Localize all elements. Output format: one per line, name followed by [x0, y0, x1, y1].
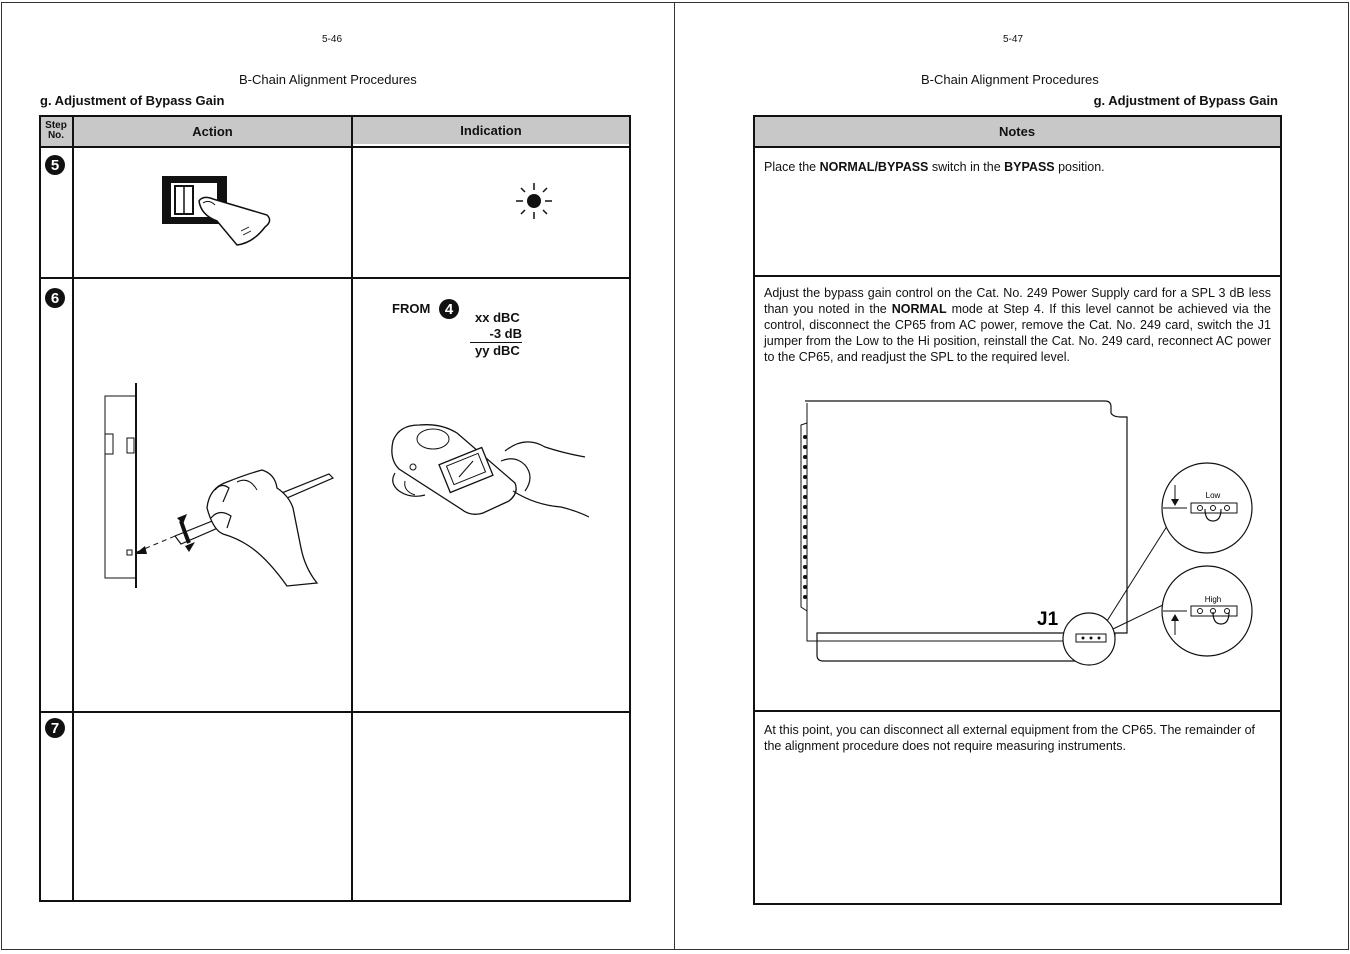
page-number: 5-46 — [322, 34, 343, 45]
row-divider — [39, 711, 631, 713]
section-title: g. Adjustment of Bypass Gain — [40, 93, 225, 108]
measured-level: xx dBC — [475, 310, 520, 325]
table-left-border — [753, 115, 755, 905]
from-step-badge: 4 — [439, 299, 459, 319]
row-divider — [753, 275, 1282, 277]
level-reduction: -3 dB — [470, 326, 522, 343]
section-title: g. Adjustment of Bypass Gain — [1093, 93, 1278, 108]
power-supply-card-diagram — [795, 393, 1260, 678]
table-top-border — [753, 115, 1282, 117]
table-right-border — [1280, 115, 1282, 905]
step-number-badge: 6 — [45, 288, 65, 308]
indication-column-header: Indication — [353, 116, 629, 144]
lamp-lit-icon — [514, 181, 554, 221]
step-column-header: Step No. — [40, 116, 72, 146]
note-step-6: Adjust the bypass gain control on the Cat. No. 249 Power Supply card for a SPL 3 dB less than you noted in the NORMAL mode at Step 4. If this level cannot be achieved via the control, disconnect the CP65 from AC power, remove the Cat. No. 249 card, switch the J1 jumper from the Low to the Hi position, reinstall the Cat. No. 249 card, reconnect AC power to the CP65, and readjust the SPL to the required level. — [764, 286, 1271, 364]
high-position-label: High — [1204, 595, 1222, 604]
header-bottom-border — [753, 146, 1282, 148]
notes-column-header: Notes — [754, 116, 1280, 146]
table-right-border — [629, 115, 631, 902]
target-level: yy dBC — [475, 343, 520, 358]
row-divider — [39, 277, 631, 279]
header-bottom-border — [39, 146, 631, 148]
from-step-label: FROM — [392, 301, 431, 316]
table-top-border — [39, 115, 631, 117]
right-page — [675, 2, 1349, 950]
column-divider — [72, 115, 74, 902]
running-head: B-Chain Alignment Procedures — [921, 72, 1099, 87]
step-number-badge: 5 — [45, 155, 65, 175]
low-position-label: Low — [1205, 491, 1221, 500]
sound-level-meter-illustration — [385, 421, 590, 526]
left-page — [1, 2, 675, 950]
action-column-header: Action — [74, 116, 351, 146]
table-left-border — [39, 115, 41, 902]
page-number: 5-47 — [1003, 34, 1024, 45]
bypass-switch-illustration — [157, 171, 277, 251]
row-divider — [753, 710, 1282, 712]
note-step-7: At this point, you can disconnect all external equipment from the CP65. The remainder of the alignment procedure does not require measuring instruments. — [764, 723, 1256, 753]
table-bottom-border — [753, 903, 1282, 905]
running-head: B-Chain Alignment Procedures — [239, 72, 417, 87]
adjust-gain-screwdriver-illustration — [97, 378, 342, 593]
column-divider — [351, 115, 353, 902]
note-step-5: Place the NORMAL/BYPASS switch in the BYPASS position. — [764, 160, 1105, 174]
step-number-badge: 7 — [45, 718, 65, 738]
jumper-j1-label: J1 — [1037, 609, 1059, 630]
table-bottom-border — [39, 900, 631, 902]
